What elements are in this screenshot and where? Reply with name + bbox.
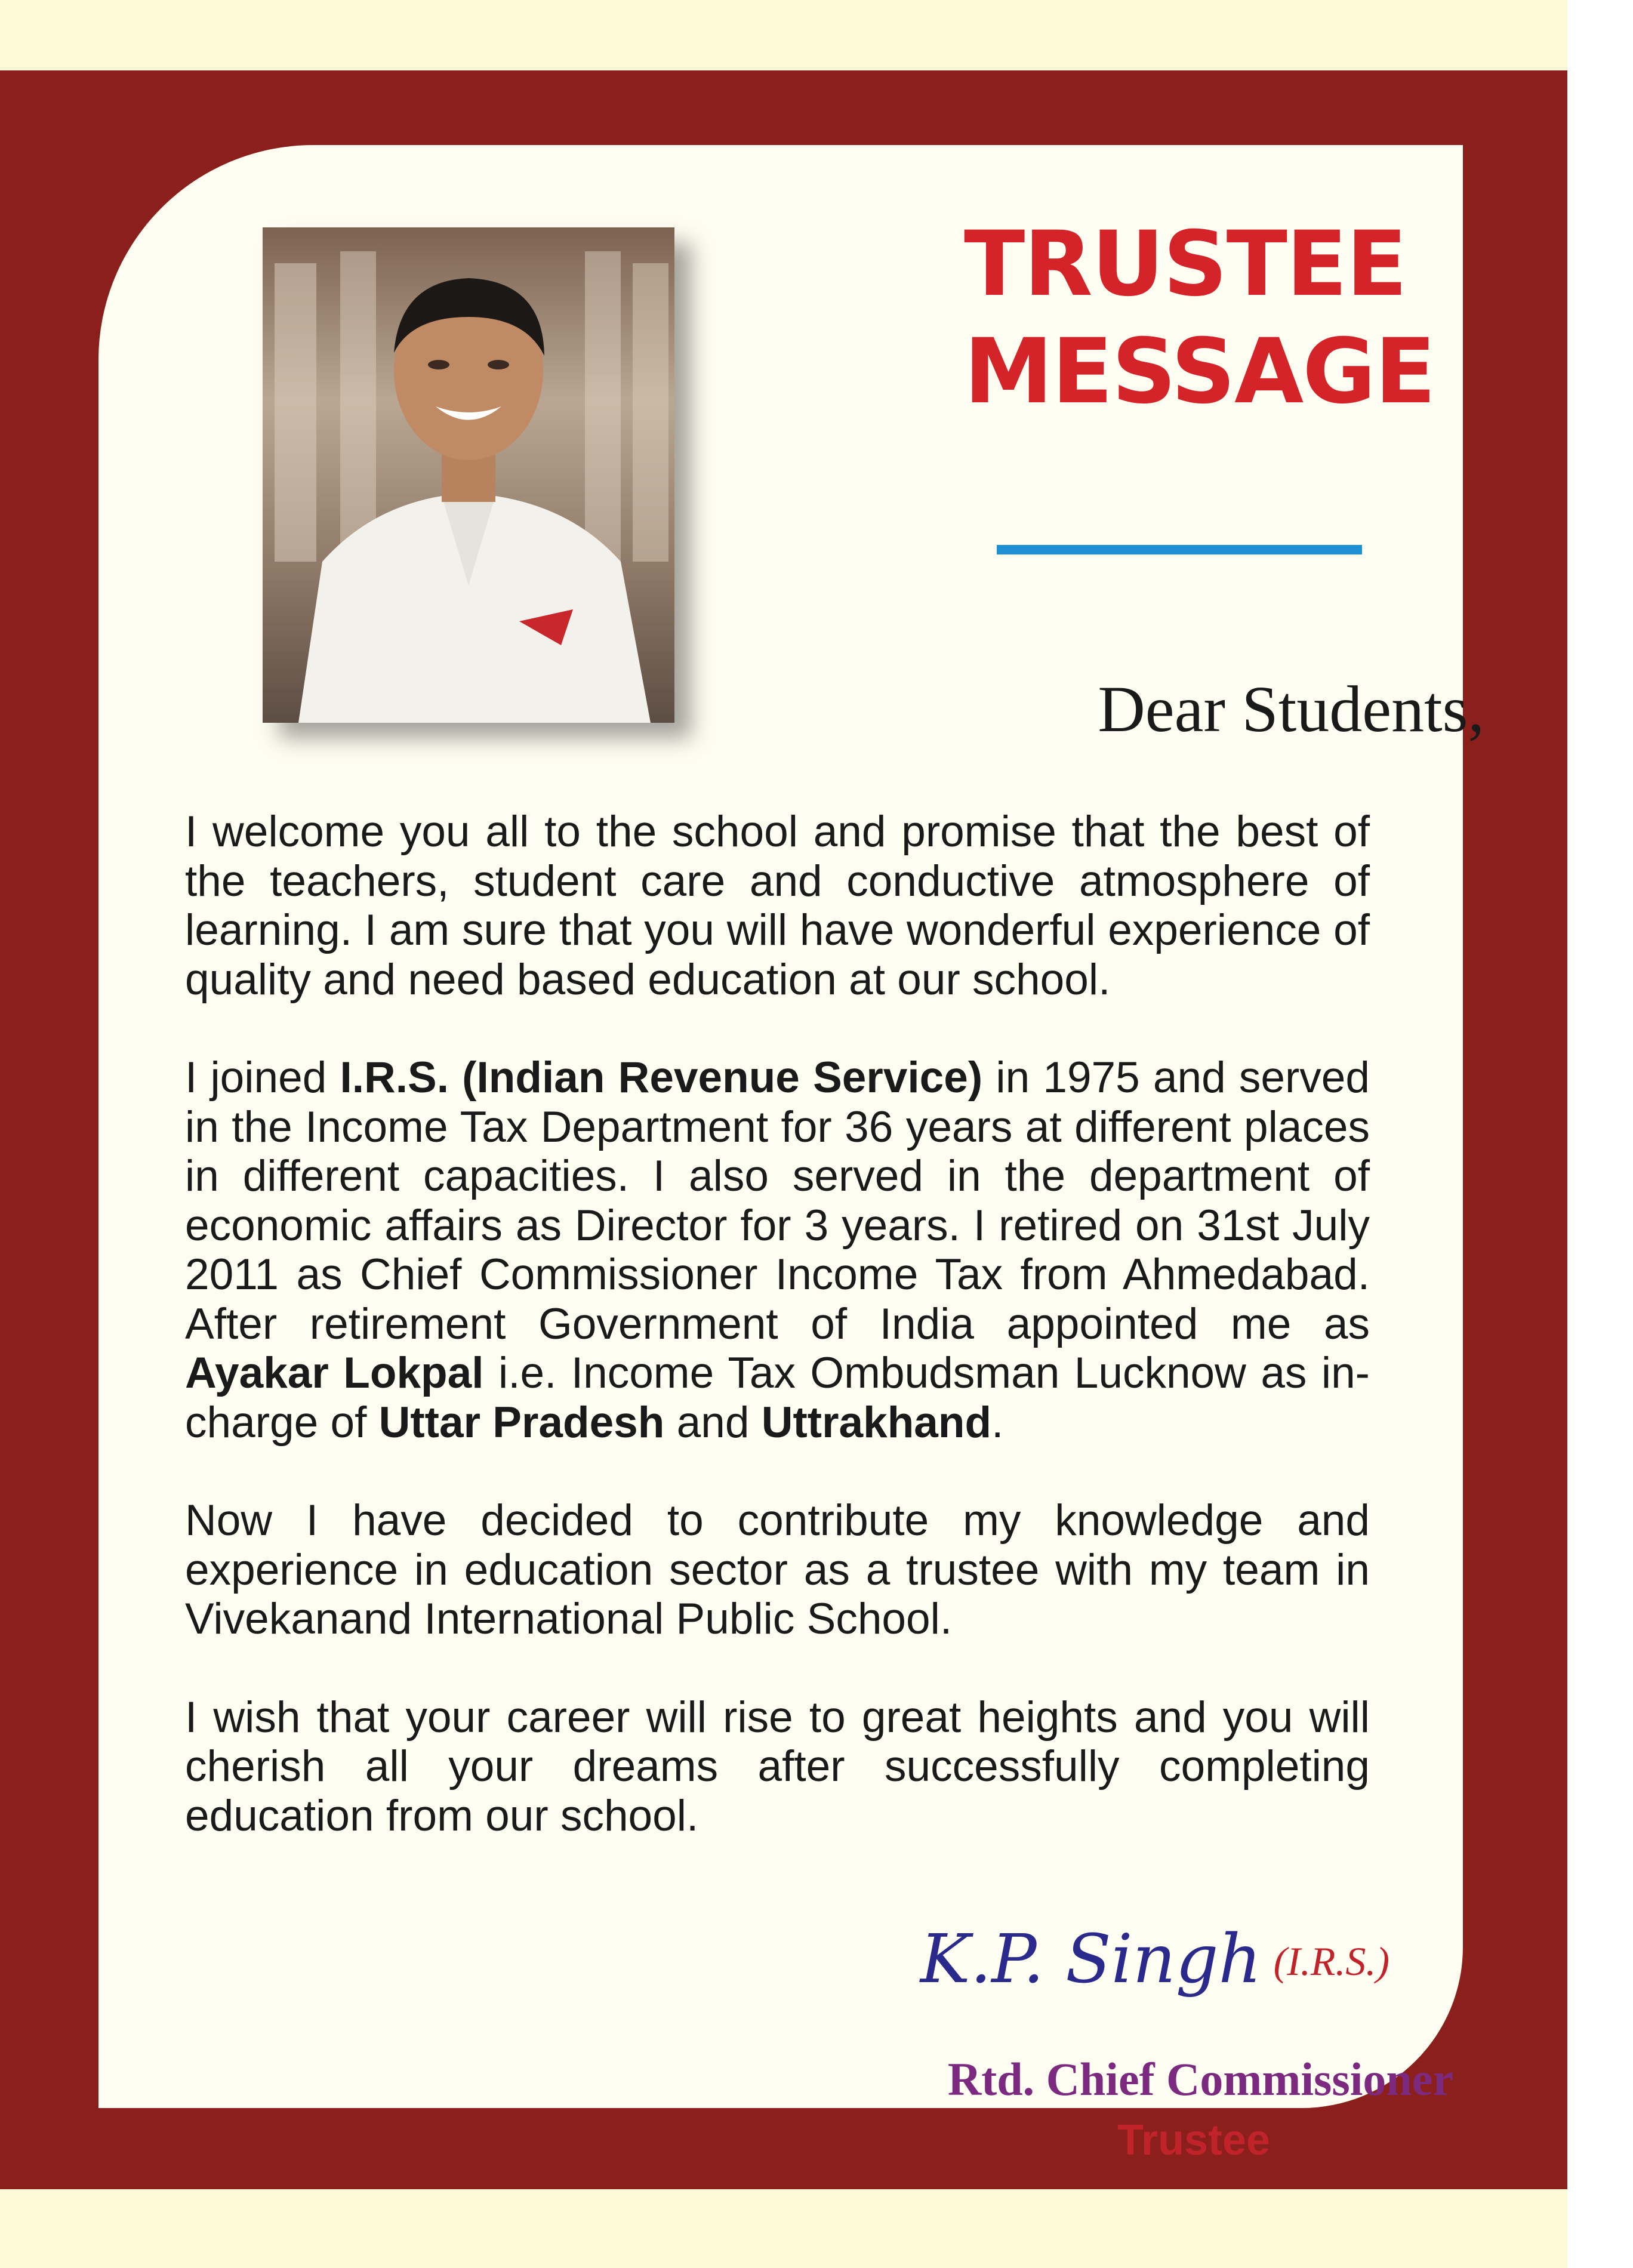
- text-segment: .: [991, 1398, 1004, 1447]
- signature-name: [856, 1921, 1453, 2000]
- paragraph-4: [185, 1693, 1370, 1841]
- salutation: Dear Students,: [1098, 673, 1484, 745]
- text-segment: in 1975 and served in the Income Tax Department for 36 years at different places in different capacities. I also served in the department of economic affairs as Director for 3 years. I retired on 31st July 2011 as Chief Commissioner Income Tax from Ahmedabad. After retirement Government of India appointed me as: [185, 1053, 1370, 1348]
- text-segment-bold: Ayakar Lokpal: [185, 1349, 484, 1397]
- text-segment: I joined: [185, 1053, 340, 1102]
- portrait-illustration: [263, 227, 674, 723]
- maroon-frame: [0, 70, 1567, 2189]
- text-segment: i.e. Income Tax Ombudsman Lucknow as in-charge of: [185, 1349, 1370, 1447]
- text-segment: I welcome you all to the school and promise that the best of the teachers, student care and conductive atmosphere of learning. I am sure that you will have wonderful experience of quality and need based education at our school.: [185, 808, 1370, 1004]
- title-line-2: MESSAGE: [964, 320, 1435, 424]
- signature-designation: Rtd. Chief Commissioner: [947, 2053, 1453, 2105]
- paragraph-1: [185, 808, 1370, 1004]
- signature-role: Trustee: [1117, 2116, 1271, 2164]
- text-segment: and: [664, 1398, 762, 1447]
- paragraph-2: [185, 1053, 1370, 1447]
- text-segment-bold: Uttar Pradesh: [378, 1398, 665, 1447]
- signature-suffix: (I.R.S.): [1273, 1939, 1390, 1984]
- page-title: [964, 211, 1435, 426]
- page-margin-strip: [1567, 0, 1633, 2268]
- text-segment-bold: I.R.S. (Indian Revenue Service): [340, 1053, 983, 1102]
- text-segment-bold: Uttrakhand: [761, 1398, 992, 1447]
- text-segment: I wish that your career will rise to great heights and you will cherish all your dreams after successfully completing education from our school.: [185, 1693, 1370, 1840]
- message-body: [185, 808, 1370, 1890]
- text-segment: Now I have decided to contribute my knowledge and experience in education sector as a trustee with my team in Vivekanand International Public School.: [185, 1496, 1370, 1643]
- trustee-photo: [263, 227, 674, 723]
- title-underline: [997, 545, 1362, 554]
- signature-name-text: K.P. Singh: [920, 1921, 1262, 1998]
- title-line-1: TRUSTEE: [964, 212, 1406, 316]
- message-panel: [98, 145, 1484, 2164]
- paragraph-3: [185, 1496, 1370, 1644]
